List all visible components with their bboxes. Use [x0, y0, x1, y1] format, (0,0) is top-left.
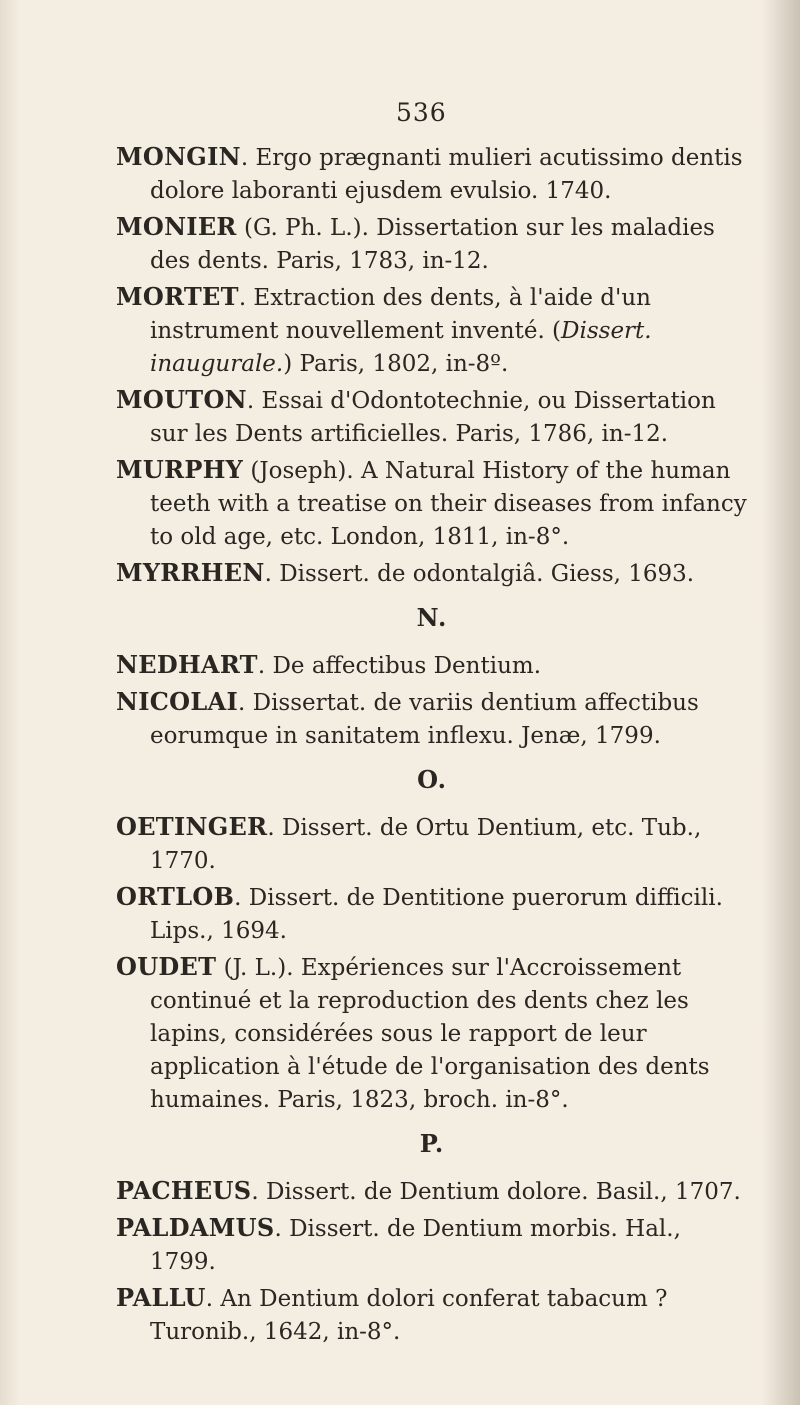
entry-author: MORTET [116, 282, 239, 311]
entry-text: . Ergo prægnanti mulieri acutissimo dentis dolore laboranti ejusdem evulsio. 1740. [150, 145, 743, 204]
bibliography-list [116, 140, 748, 1351]
entry-author: MONGIN [116, 142, 241, 171]
entry-text: (G. Ph. L.). Dissertation sur les maladies des dents. Paris, 1783, in-12. [150, 215, 715, 274]
entry-paldamus [116, 1211, 748, 1279]
entry-text: ) Paris, 1802, in-8º. [283, 351, 509, 377]
entry-author: MONIER [116, 212, 237, 241]
entry-text: . Dissert. de Ortu Dentium, etc. Tub., 1770. [150, 815, 702, 874]
entry-mouton [116, 383, 748, 451]
entry-author: MURPHY [116, 455, 244, 484]
page-edge-left [0, 0, 20, 1405]
entry-text: (J. L.). Expériences sur l'Accroissement continué et la reproduction des dents chez les lapins, considérées sous le rapport de leur application à l'étude de l'organisation des dents humaines. Paris, 1823, broch. in-8°. [150, 955, 710, 1113]
section-heading-p: P. [419, 1129, 445, 1158]
entry-author: MYRRHEN [116, 558, 265, 587]
entry-text: . De affectibus Dentium. [257, 653, 542, 679]
entry-oetinger [116, 810, 748, 878]
entry-ortlob [116, 880, 748, 948]
entry-oudet [116, 950, 748, 1117]
entry-text: . An Dentium dolori conferat tabacum ? Turonib., 1642, in-8°. [150, 1286, 668, 1345]
entry-author: NICOLAI [116, 687, 238, 716]
entry-author: OETINGER [116, 812, 268, 841]
entry-pacheus [116, 1174, 748, 1209]
entry-monier [116, 210, 748, 278]
page-number: 536 [396, 98, 447, 127]
entry-text: . Dissert. de Dentium morbis. Hal., 1799. [150, 1216, 681, 1275]
section-heading-n: N. [416, 603, 448, 632]
entry-author: PALLU [116, 1283, 206, 1312]
entry-text: . Essai d'Odontotechnie, ou Dissertation sur les Dents artificielles. Paris, 1786, in-12. [150, 388, 716, 447]
entry-text: (Joseph). A Natural History of the human teeth with a treatise on their diseases from infancy to old age, etc. London, 1811, in-8°. [150, 458, 747, 550]
entry-author: MOUTON [116, 385, 247, 414]
entry-author: ORTLOB [116, 882, 235, 911]
entry-murphy [116, 453, 748, 554]
entry-text: . Extraction des dents, à l'aide d'un instrument nouvellement inventé. ( [150, 285, 651, 344]
section-heading-o: O. [417, 765, 447, 794]
entry-text: . Dissert. de odontalgiâ. Giess, 1693. [264, 561, 695, 587]
entry-nedhart [116, 648, 748, 683]
entry-italic-text: Dissert. inaugurale. [150, 318, 652, 377]
entry-text: . Dissert. de Dentium dolore. Basil., 1707. [251, 1179, 741, 1205]
entry-author: PALDAMUS [116, 1213, 275, 1242]
entry-nicolai [116, 685, 748, 753]
entry-myrrhen [116, 556, 748, 591]
entry-author: OUDET [116, 952, 217, 981]
entry-mongin [116, 140, 748, 208]
page-edge-right [762, 0, 800, 1405]
entry-author: NEDHART [116, 650, 258, 679]
entry-pallu [116, 1281, 748, 1349]
entry-mortet [116, 280, 748, 381]
entry-text: . Dissertat. de variis dentium affectibus eorumque in sanitatem inflexu. Jenæ, 1799. [150, 690, 699, 749]
entry-text: . Dissert. de Dentitione puerorum difficili. Lips., 1694. [150, 885, 723, 944]
entry-author: PACHEUS [116, 1176, 252, 1205]
